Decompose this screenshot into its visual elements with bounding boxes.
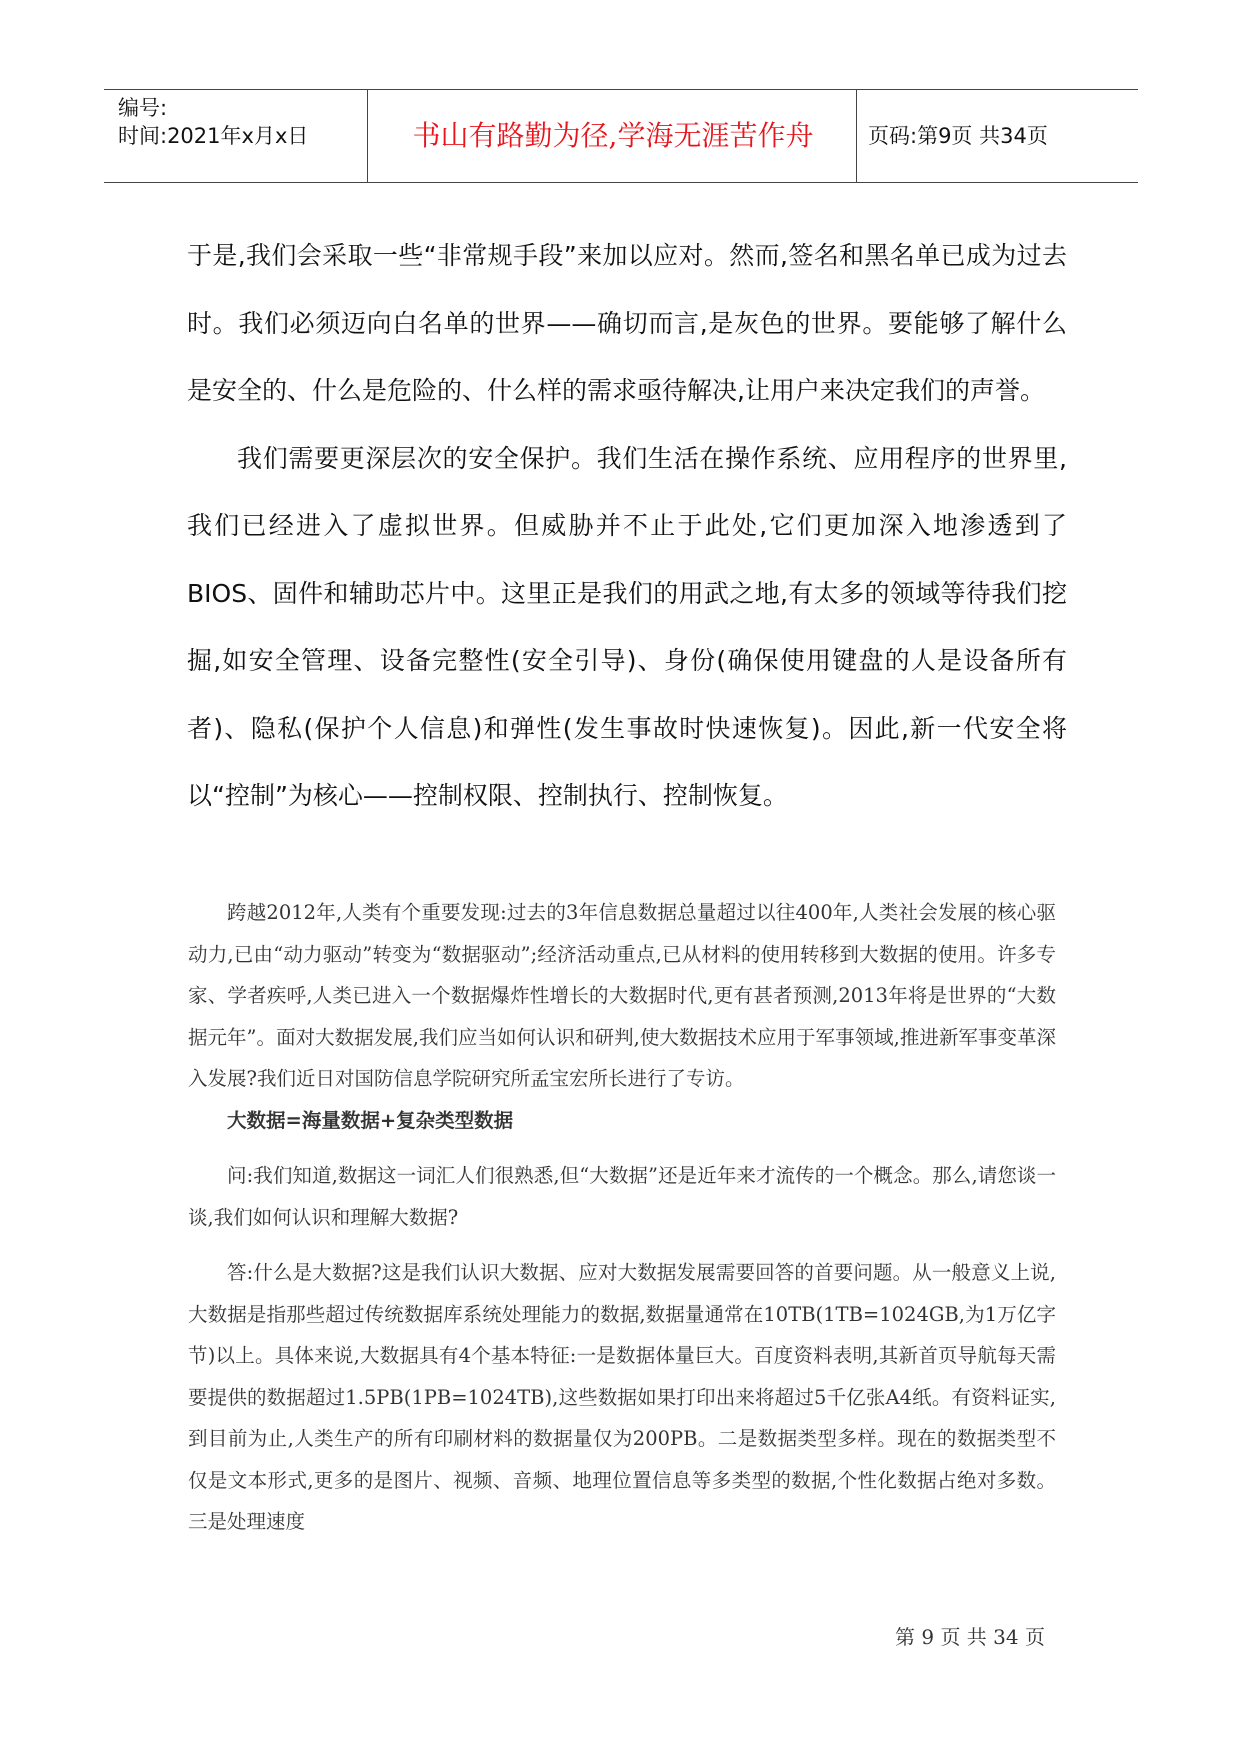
body-paragraph: 于是,我们会采取一些“非常规手段”来加以应对。然而,签名和黑名单已成为过去时。我们必须迈向白名单的世界——确切而言,是灰色的世界。要能够了解什么是安全的、什么是危险的、什么样的需求亟待解决,让用户来决定我们的声誉。 [187, 241, 1067, 405]
document-number-label: 编号: [118, 96, 168, 120]
page-header [104, 89, 1138, 183]
header-meta [118, 94, 363, 150]
answer-paragraph: 答:什么是大数据?这是我们认识大数据、应对大数据发展需要回答的首要问题。从一般意义上说,大数据是指那些超过传统数据库系统处理能力的数据,数据量通常在10TB(1TB=1024GB,为1万亿字节)以上。具体来说,大数据具有4个基本特征:一是数据体量巨大。百度资料表明,其新首页导航每天需要提供的数据超过1.5PB(1PB=1024TB),这些数据如果打印出来将超过5千亿张A4纸。有资料证实,到目前为止,人类生产的所有印刷材料的数据量仅为200PB。二是数据类型多样。现在的数据类型不仅是文本形式,更多的是图片、视频、音频、地理位置信息等多类型的数据,个性化数据占绝对多数。三是处理速度 [188, 1261, 1056, 1533]
header-divider [856, 90, 857, 182]
section-subheading: 大数据=海量数据+复杂类型数据 [227, 1108, 514, 1132]
intro-paragraph: 跨越2012年,人类有个重要发现:过去的3年信息数据总量超过以往400年,人类社会发展的核心驱动力,已由“动力驱动”转变为“数据驱动”;经济活动重点,已从材料的使用转移到大数据的使用。许多专家、学者疾呼,人类已进入一个数据爆炸性增长的大数据时代,更有甚者预测,2013年将是世界的“大数据元年”。面对大数据发展,我们应当如何认识和研判,使大数据技术应用于军事领域,推进新军事变革深入发展?我们近日对国防信息学院研究所孟宝宏所长进行了专访。 [188, 901, 1056, 1090]
header-page-number: 页码:第9页 共34页 [868, 124, 1048, 148]
header-motto: 书山有路勤为径,学海无涯苦作舟 [412, 119, 814, 152]
body-paragraph: 我们需要更深层次的安全保护。我们生活在操作系统、应用程序的世界里,我们已经进入了虚拟世界。但威胁并不止于此处,它们更加深入地渗透到了BIOS、固件和辅助芯片中。这里正是我们的用武之地,有太多的领域等待我们挖掘,如安全管理、设备完整性(安全引导)、身份(确保使用键盘的人是设备所有者)、隐私(保护个人信息)和弹性(发生事故时快速恢复)。因此,新一代安全将以“控制”为核心——控制权限、控制执行、控制恢复。 [187, 443, 1067, 810]
body-section-big-data [188, 892, 1056, 1543]
body-section-security [187, 222, 1067, 830]
header-divider [367, 90, 368, 182]
page-footer-number: 第 9 页 共 34 页 [895, 1625, 1045, 1649]
document-time-label: 时间:2021年x月x日 [118, 124, 309, 148]
question-paragraph: 问:我们知道,数据这一词汇人们很熟悉,但“大数据”还是近年来才流传的一个概念。那么,请您谈一谈,我们如何认识和理解大数据? [188, 1164, 1056, 1229]
